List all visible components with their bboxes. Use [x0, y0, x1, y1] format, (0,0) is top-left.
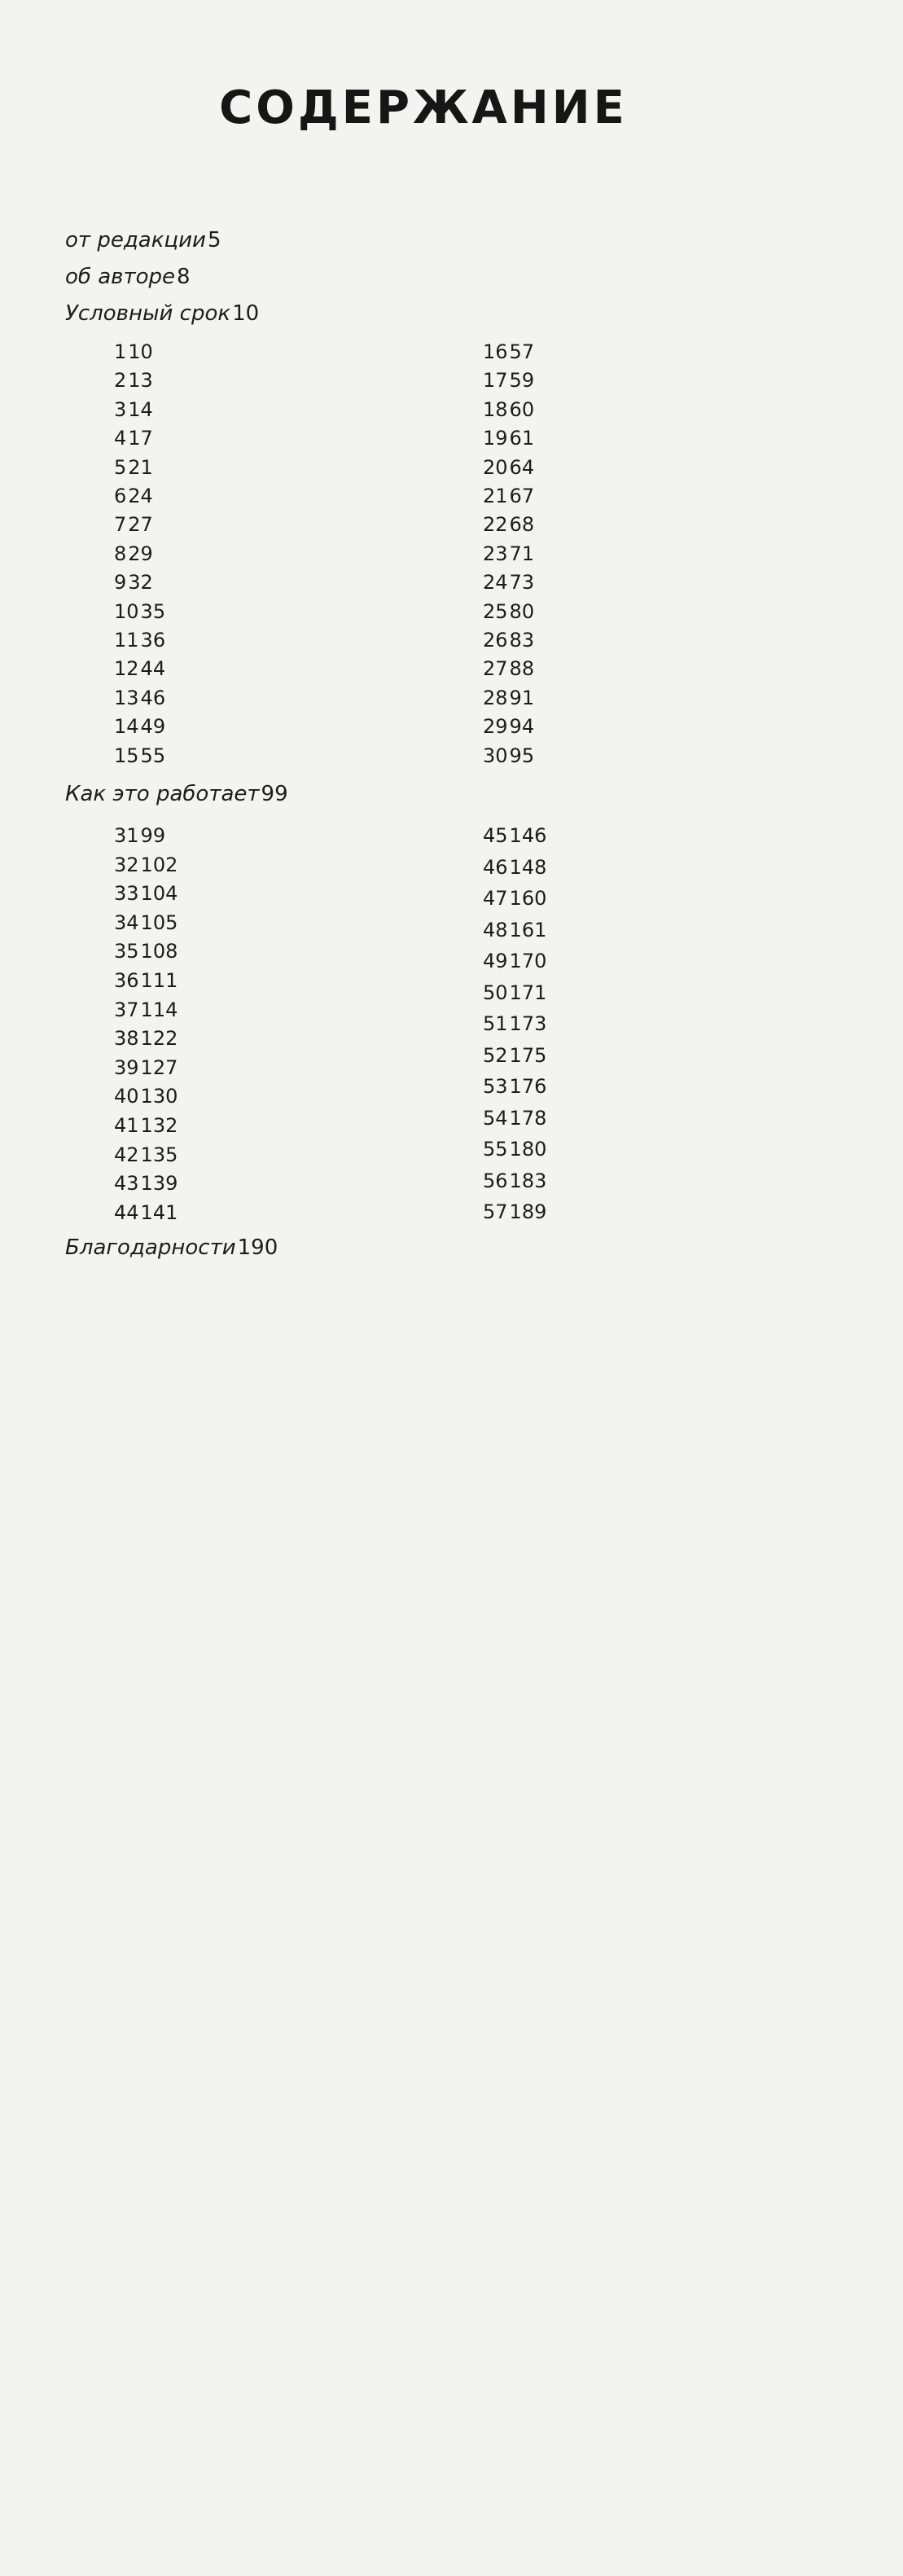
toc-entry-label: 9: [114, 571, 127, 595]
toc-entry-page-number: 171: [509, 981, 547, 1004]
toc-entry-page-number: 71: [509, 542, 535, 565]
toc-entry-label: 24: [483, 571, 508, 595]
toc-entry-label: 39: [114, 1055, 139, 1079]
toc-entry-label: 52: [483, 1043, 508, 1067]
toc-entry-label: 23: [483, 542, 508, 565]
toc-entry-page-number: 59: [509, 369, 535, 393]
toc-entry-label: 2: [114, 369, 127, 393]
toc-entry-page-number: 64: [509, 455, 535, 479]
toc-entry-page-number: 27: [128, 513, 153, 537]
toc-entry-label: 40: [114, 1085, 139, 1108]
toc-entry-page-number: 141: [140, 1200, 178, 1224]
toc-entry-page-number: 175: [509, 1043, 547, 1067]
toc-entry-page-number: 60: [509, 397, 535, 421]
toc-entry-label: 15: [114, 744, 139, 767]
toc-entry-label: 14: [114, 715, 139, 739]
toc-entry-page-number: 36: [140, 629, 166, 652]
toc-entry-page-number: 13: [128, 369, 153, 393]
toc-entry-label: 35: [114, 940, 139, 963]
toc-entry-label: 45: [483, 824, 508, 847]
toc-entry-page-number: 105: [140, 911, 178, 934]
toc-entry-label: 53: [483, 1075, 508, 1098]
toc-entry-page-number: 176: [509, 1075, 547, 1098]
toc-entry-page-number: 127: [140, 1055, 178, 1079]
toc-entry-label: 54: [483, 1106, 508, 1130]
toc-entry-label: 17: [483, 369, 508, 393]
toc-entry-page-number: 35: [140, 599, 166, 623]
toc-entry-page-number: 94: [509, 715, 535, 739]
toc-entry-label: 19: [483, 427, 508, 450]
toc-entry-page-number: 173: [509, 1012, 547, 1035]
toc-entry-page-number: 183: [509, 1169, 547, 1192]
toc-entry-label: 30: [483, 744, 508, 767]
toc-entry-label: 28: [483, 686, 508, 709]
toc-entry-label: 46: [483, 855, 508, 879]
toc-entry-label: 44: [114, 1200, 139, 1224]
toc-entry-page-number: 170: [509, 950, 547, 972]
toc-entry-label: 5: [114, 455, 127, 479]
toc-entry-page-number: 148: [509, 855, 547, 879]
toc-entry-label: 56: [483, 1169, 508, 1192]
toc-entry-label: 29: [483, 715, 508, 739]
toc-entry-acknowledgements[interactable]: [65, 1235, 784, 2576]
toc-entry-label: 20: [483, 455, 508, 479]
toc-entry-label: 47: [483, 887, 508, 910]
toc-entry-page-number: 104: [140, 882, 178, 906]
toc-entry-page-number: 161: [509, 918, 547, 941]
toc-entry-label: 21: [483, 485, 508, 507]
toc-entry-page-number: 139: [140, 1172, 178, 1196]
toc-entry-label: 33: [114, 882, 139, 906]
toc-entry-page-number: 146: [509, 824, 547, 847]
toc-entry-page-number: 80: [509, 599, 535, 623]
toc-entry-label: 6: [114, 485, 127, 507]
toc-entry-label: 11: [114, 629, 139, 652]
toc-entry-page-number: 130: [140, 1085, 178, 1108]
toc-entry-page-number: 57: [509, 340, 535, 363]
toc-entry-page-number: 32: [128, 571, 153, 595]
toc-entry-label: 42: [114, 1143, 139, 1166]
toc-entry-page-number: 17: [128, 427, 153, 450]
toc-entry-page-number: 102: [140, 853, 178, 876]
page-title: СОДЕРЖАНИЕ: [219, 81, 628, 134]
toc-entry-label: 32: [114, 853, 139, 876]
toc-entry-label: 57: [483, 1200, 508, 1223]
toc-entry-label: 13: [114, 686, 139, 709]
toc-entry-page-number: 68: [509, 513, 535, 537]
toc-entry-page-number: 8: [177, 265, 191, 289]
toc-entry-page-number: 99: [261, 782, 288, 806]
toc-entry-page-number: 49: [140, 715, 166, 739]
toc-entry-page-number: 91: [509, 686, 535, 709]
toc-entry-page-number: 5: [207, 228, 221, 252]
toc-entry-label: 8: [114, 542, 127, 565]
toc-entry-label: 34: [114, 911, 139, 934]
toc-entry-page-number: 10: [128, 340, 153, 363]
toc-entry-page-number: 108: [140, 940, 178, 963]
toc-entry-page-number: 189: [509, 1200, 547, 1223]
toc-entry-label: 18: [483, 397, 508, 421]
toc-entry-page-number: 95: [509, 744, 535, 767]
toc-entry-page-number: 160: [509, 887, 547, 910]
toc-entry-label: 37: [114, 998, 139, 1021]
toc-entry-label: 12: [114, 657, 139, 681]
toc-entry-label: 49: [483, 950, 508, 972]
toc-entry-label: 1: [114, 340, 127, 363]
toc-entry-page-number: 67: [509, 485, 535, 507]
toc-entry-label: 4: [114, 427, 127, 450]
toc-entry-page-number: 132: [140, 1114, 178, 1137]
toc-entry-page-number: 180: [509, 1138, 547, 1161]
toc-entry-page-number: 29: [128, 542, 153, 565]
toc-entry-page-number: 10: [232, 301, 260, 326]
toc-entry-page-number: 14: [128, 397, 153, 421]
toc-entry-page-number: 114: [140, 998, 178, 1021]
toc-entry-label: 22: [483, 513, 508, 537]
toc-entry-page-number: 88: [509, 657, 535, 681]
toc-entry-label: 55: [483, 1138, 508, 1161]
toc-entry-page-number: 61: [509, 427, 535, 450]
toc-entry-label: Благодарности: [65, 1235, 236, 1260]
toc-entry-page-number: 24: [128, 485, 153, 507]
toc-entry-label: 50: [483, 981, 508, 1004]
toc-entry-page-number: 190: [237, 1235, 278, 1260]
toc-entry-label: 3: [114, 397, 127, 421]
toc-entry-page-number: 21: [128, 455, 153, 479]
toc-entry-page-number: 178: [509, 1106, 547, 1130]
toc-entry-label: 41: [114, 1114, 139, 1137]
toc-entry-label: Условный срок: [65, 301, 231, 326]
toc-entry-label: 43: [114, 1172, 139, 1196]
toc-entry-page-number: 73: [509, 571, 535, 595]
toc-entry-label: 38: [114, 1027, 139, 1051]
toc-entry-page-number: 55: [140, 744, 166, 767]
toc-entry-label: 27: [483, 657, 508, 681]
toc-entry-page-number: 99: [140, 824, 166, 847]
toc-entry-label: 36: [114, 969, 139, 992]
toc-entry-label: 48: [483, 918, 508, 941]
toc-entry-label: 16: [483, 340, 508, 363]
toc-entry-label: 25: [483, 599, 508, 623]
toc-entry-page-number: 122: [140, 1027, 178, 1051]
toc-entry-label: 26: [483, 629, 508, 652]
toc-entry-page-number: 83: [509, 629, 535, 652]
toc-entry-page-number: 44: [140, 657, 166, 681]
toc-entry-label: 51: [483, 1012, 508, 1035]
toc-entry-label: 31: [114, 824, 139, 847]
toc-entry-label: 7: [114, 513, 127, 537]
toc-entry-label: 10: [114, 599, 139, 623]
toc-entry-label: от редакции: [65, 228, 206, 252]
toc-entry-page-number: 135: [140, 1143, 178, 1166]
toc-entry-label: об авторе: [65, 265, 176, 289]
toc-entry-page-number: 111: [140, 969, 178, 992]
toc-entry-page-number: 46: [140, 686, 166, 709]
toc-entry-label: Как это работает: [65, 782, 260, 806]
